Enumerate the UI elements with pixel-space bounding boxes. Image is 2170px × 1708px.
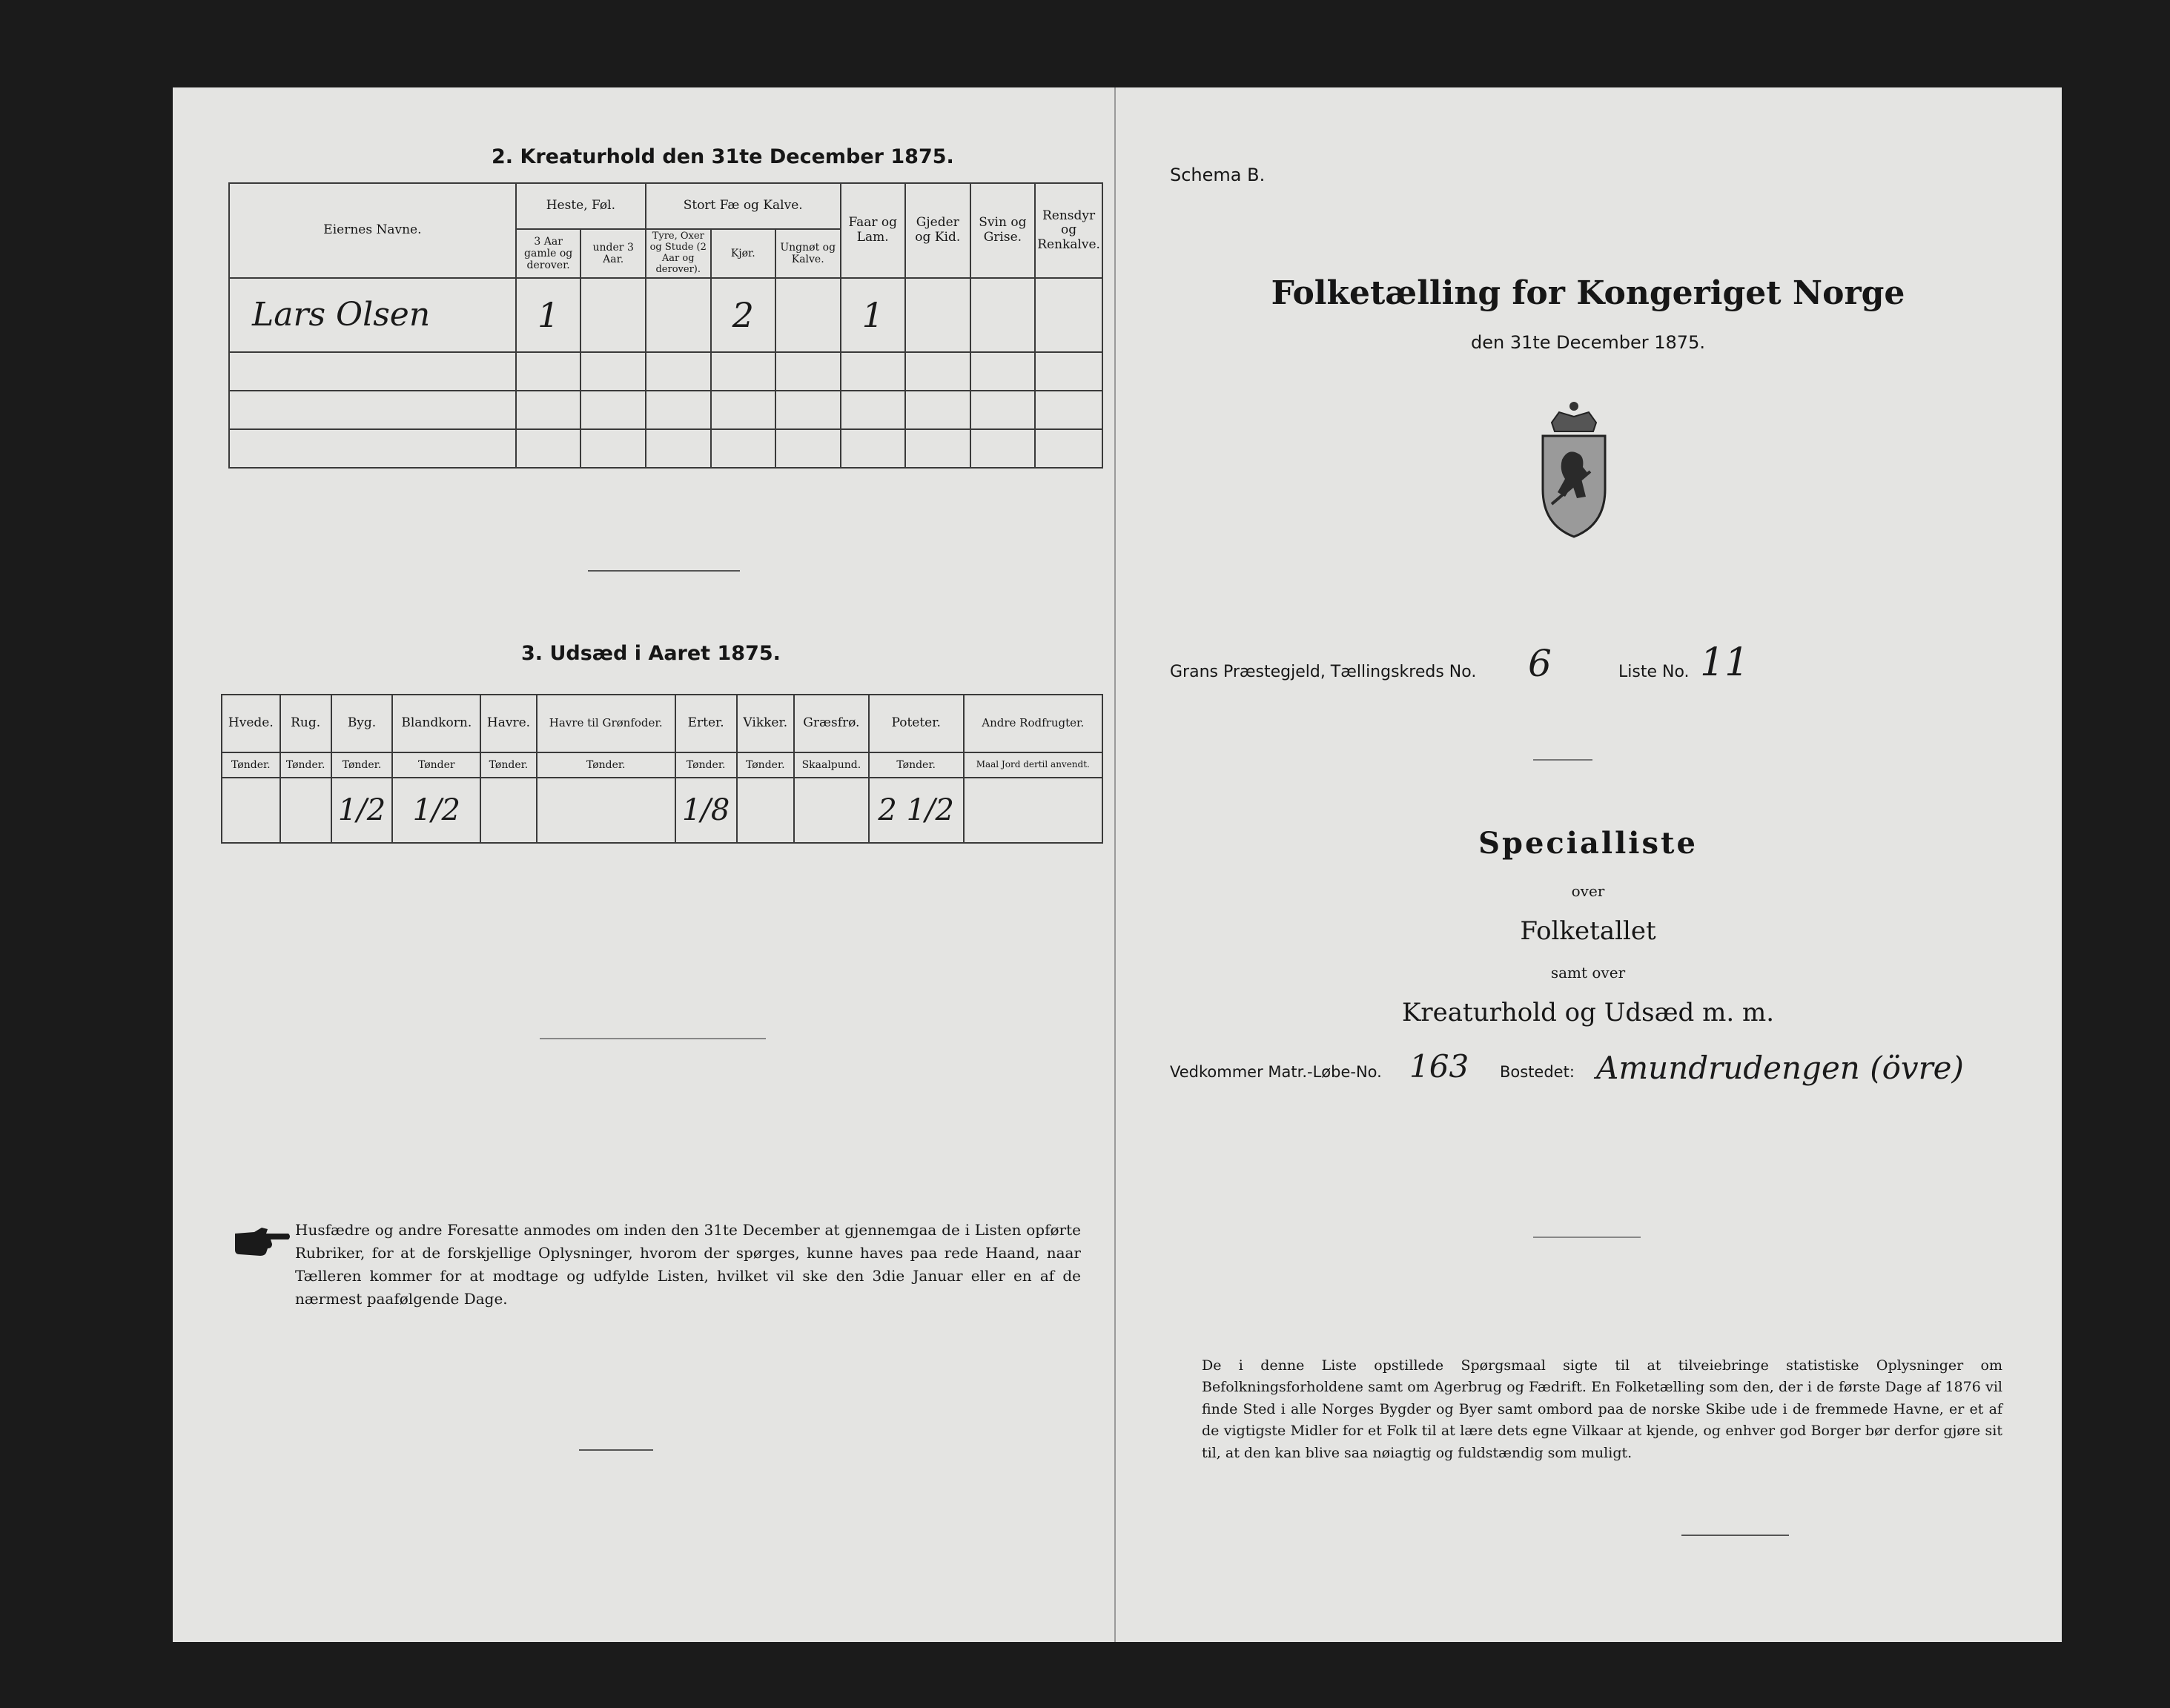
- cows-value: 2: [711, 278, 775, 352]
- sow-unit-6: Tønder.: [675, 752, 737, 778]
- sow-value-10: [964, 778, 1102, 843]
- sow-value-7: [737, 778, 794, 843]
- section3-title: 3. Udsæd i Aaret 1875.: [521, 642, 781, 665]
- sow-header-3: Blandkorn.: [392, 695, 480, 752]
- reindeer-header: Rensdyr og Renkalve.: [1035, 183, 1102, 278]
- liste-number: 11: [1700, 640, 1750, 685]
- sow-value-8: [794, 778, 869, 843]
- sow-unit-5: Tønder.: [537, 752, 675, 778]
- bulls-header: Tyre, Oxer og Stude (2 Aar og derover).: [646, 229, 711, 278]
- left-page: [173, 87, 1116, 1642]
- bulls-value: [646, 278, 711, 352]
- col-owner-header: Eiernes Navne.: [229, 183, 516, 278]
- divider-3: [579, 1449, 653, 1451]
- schema-label: Schema B.: [1170, 165, 1266, 185]
- section2-title: 2. Kreaturhold den 31te December 1875.: [492, 145, 954, 168]
- horses-group-header: Heste, Føl.: [516, 183, 646, 229]
- pigs-header: Svin og Grise.: [970, 183, 1036, 278]
- sow-unit-4: Tønder.: [480, 752, 537, 778]
- census-sheet: [173, 87, 2062, 1642]
- sow-header-6: Erter.: [675, 695, 737, 752]
- kreaturhold-text: Kreaturhold og Udsæd m. m.: [1401, 998, 1774, 1027]
- sow-unit-3: Tønder: [392, 752, 480, 778]
- sow-value-6: 1/8: [675, 778, 737, 843]
- owner-name: Lars Olsen: [229, 278, 516, 352]
- sow-header-4: Havre.: [480, 695, 537, 752]
- sow-unit-1: Tønder.: [280, 752, 331, 778]
- folketallet-text: Folketallet: [1520, 916, 1656, 946]
- calves-header: Ungnøt og Kalve.: [775, 229, 841, 278]
- bostedet-value: Amundrudengen (övre): [1596, 1050, 1964, 1086]
- sow-value-1: [280, 778, 331, 843]
- livestock-table: [228, 182, 1103, 469]
- sow-unit-9: Tønder.: [869, 752, 964, 778]
- sow-header-5: Havre til Grønfoder.: [537, 695, 675, 752]
- sowing-table: [221, 694, 1103, 844]
- horses-old-value: 1: [516, 278, 581, 352]
- cattle-group-header: Stort Fæ og Kalve.: [646, 183, 841, 229]
- bostedet-label: Bostedet:: [1500, 1063, 1575, 1081]
- divider-6: [1681, 1535, 1789, 1536]
- sow-value-3: 1/2: [392, 778, 480, 843]
- divider-4: [1533, 759, 1592, 761]
- kreds-number: 6: [1528, 642, 1552, 685]
- livestock-row: [229, 278, 1102, 352]
- sow-value-5: [537, 778, 675, 843]
- goats-value: [905, 278, 970, 352]
- sow-header-8: Græsfrø.: [794, 695, 869, 752]
- sow-unit-2: Tønder.: [331, 752, 393, 778]
- sow-header-9: Poteter.: [869, 695, 964, 752]
- sow-value-4: [480, 778, 537, 843]
- sow-unit-7: Tønder.: [737, 752, 794, 778]
- pigs-value: [970, 278, 1036, 352]
- reindeer-value: [1035, 278, 1102, 352]
- liste-label: Liste No.: [1618, 663, 1690, 681]
- horse-old-header: 3 Aar gamle og derover.: [516, 229, 581, 278]
- sow-unit-8: Skaalpund.: [794, 752, 869, 778]
- sheep-value: 1: [841, 278, 905, 352]
- divider-2: [540, 1038, 766, 1039]
- cows-header: Kjør.: [711, 229, 775, 278]
- matr-label: Vedkommer Matr.-Løbe-No.: [1170, 1063, 1382, 1081]
- horses-young-value: [580, 278, 645, 352]
- sow-header-0: Hvede.: [222, 695, 280, 752]
- divider-5: [1533, 1237, 1641, 1238]
- parish-label: Grans Præstegjeld, Tællingskreds No.: [1170, 663, 1477, 681]
- calves-value: [775, 278, 841, 352]
- sowing-row: [222, 778, 1102, 843]
- divider-1: [588, 570, 740, 572]
- main-title: Folketælling for Kongeriget Norge: [1271, 274, 1905, 312]
- sow-unit-0: Tønder.: [222, 752, 280, 778]
- matr-number: 163: [1409, 1048, 1469, 1085]
- census-date: den 31te December 1875.: [1471, 332, 1705, 353]
- footer-text: De i denne Liste opstillede Spørgsmaal sigte til at tilveiebringe statistiske Oplysninger om Befolkningsforholdene samt om Agerbrug og Fædrift. En Folketælling som den, der i de første Dage af 1876 vil finde Sted i alle Norges Bygder og Byer samt ombord paa de norske Skibe ude i de fremmede Havne, er et af de vigtigste Midler for et Folk til at lære dets egne Vilkaar at kjende, og enhver god Borger bør derfor gjøre sit til, at den kan blive saa nøiagtig og fuldstændig som muligt.: [1202, 1357, 2002, 1461]
- notice-text: Husfædre og andre Foresatte anmodes om inden den 31te December at gjennemgaa de i Listen opførte Rubriker, for at de forskjellige Oplysninger, hvorom der spørges, kunne haves paa rede Haand, naar Tælleren kommer for at modtage og udfylde Listen, hvilket vil ske den 3die Januar eller en af de nærmest paafølgende Dage.: [295, 1221, 1081, 1308]
- sow-value-0: [222, 778, 280, 843]
- pointing-hand-icon: [232, 1222, 291, 1259]
- norwegian-lion-crest-icon: [1529, 393, 1618, 541]
- right-page: [1114, 87, 2062, 1642]
- sow-header-7: Vikker.: [737, 695, 794, 752]
- sow-header-2: Byg.: [331, 695, 393, 752]
- samt-over-text: samt over: [1550, 964, 1626, 982]
- over-text-1: over: [1571, 882, 1605, 900]
- goats-header: Gjeder og Kid.: [905, 183, 970, 278]
- specialliste-title: Specialliste: [1478, 826, 1698, 861]
- sow-value-9: 2 1/2: [869, 778, 964, 843]
- sow-unit-10: Maal Jord dertil anvendt.: [964, 752, 1102, 778]
- sow-header-1: Rug.: [280, 695, 331, 752]
- sheep-header: Faar og Lam.: [841, 183, 905, 278]
- sow-value-2: 1/2: [331, 778, 393, 843]
- sow-header-10: Andre Rodfrugter.: [964, 695, 1102, 752]
- horse-young-header: under 3 Aar.: [580, 229, 645, 278]
